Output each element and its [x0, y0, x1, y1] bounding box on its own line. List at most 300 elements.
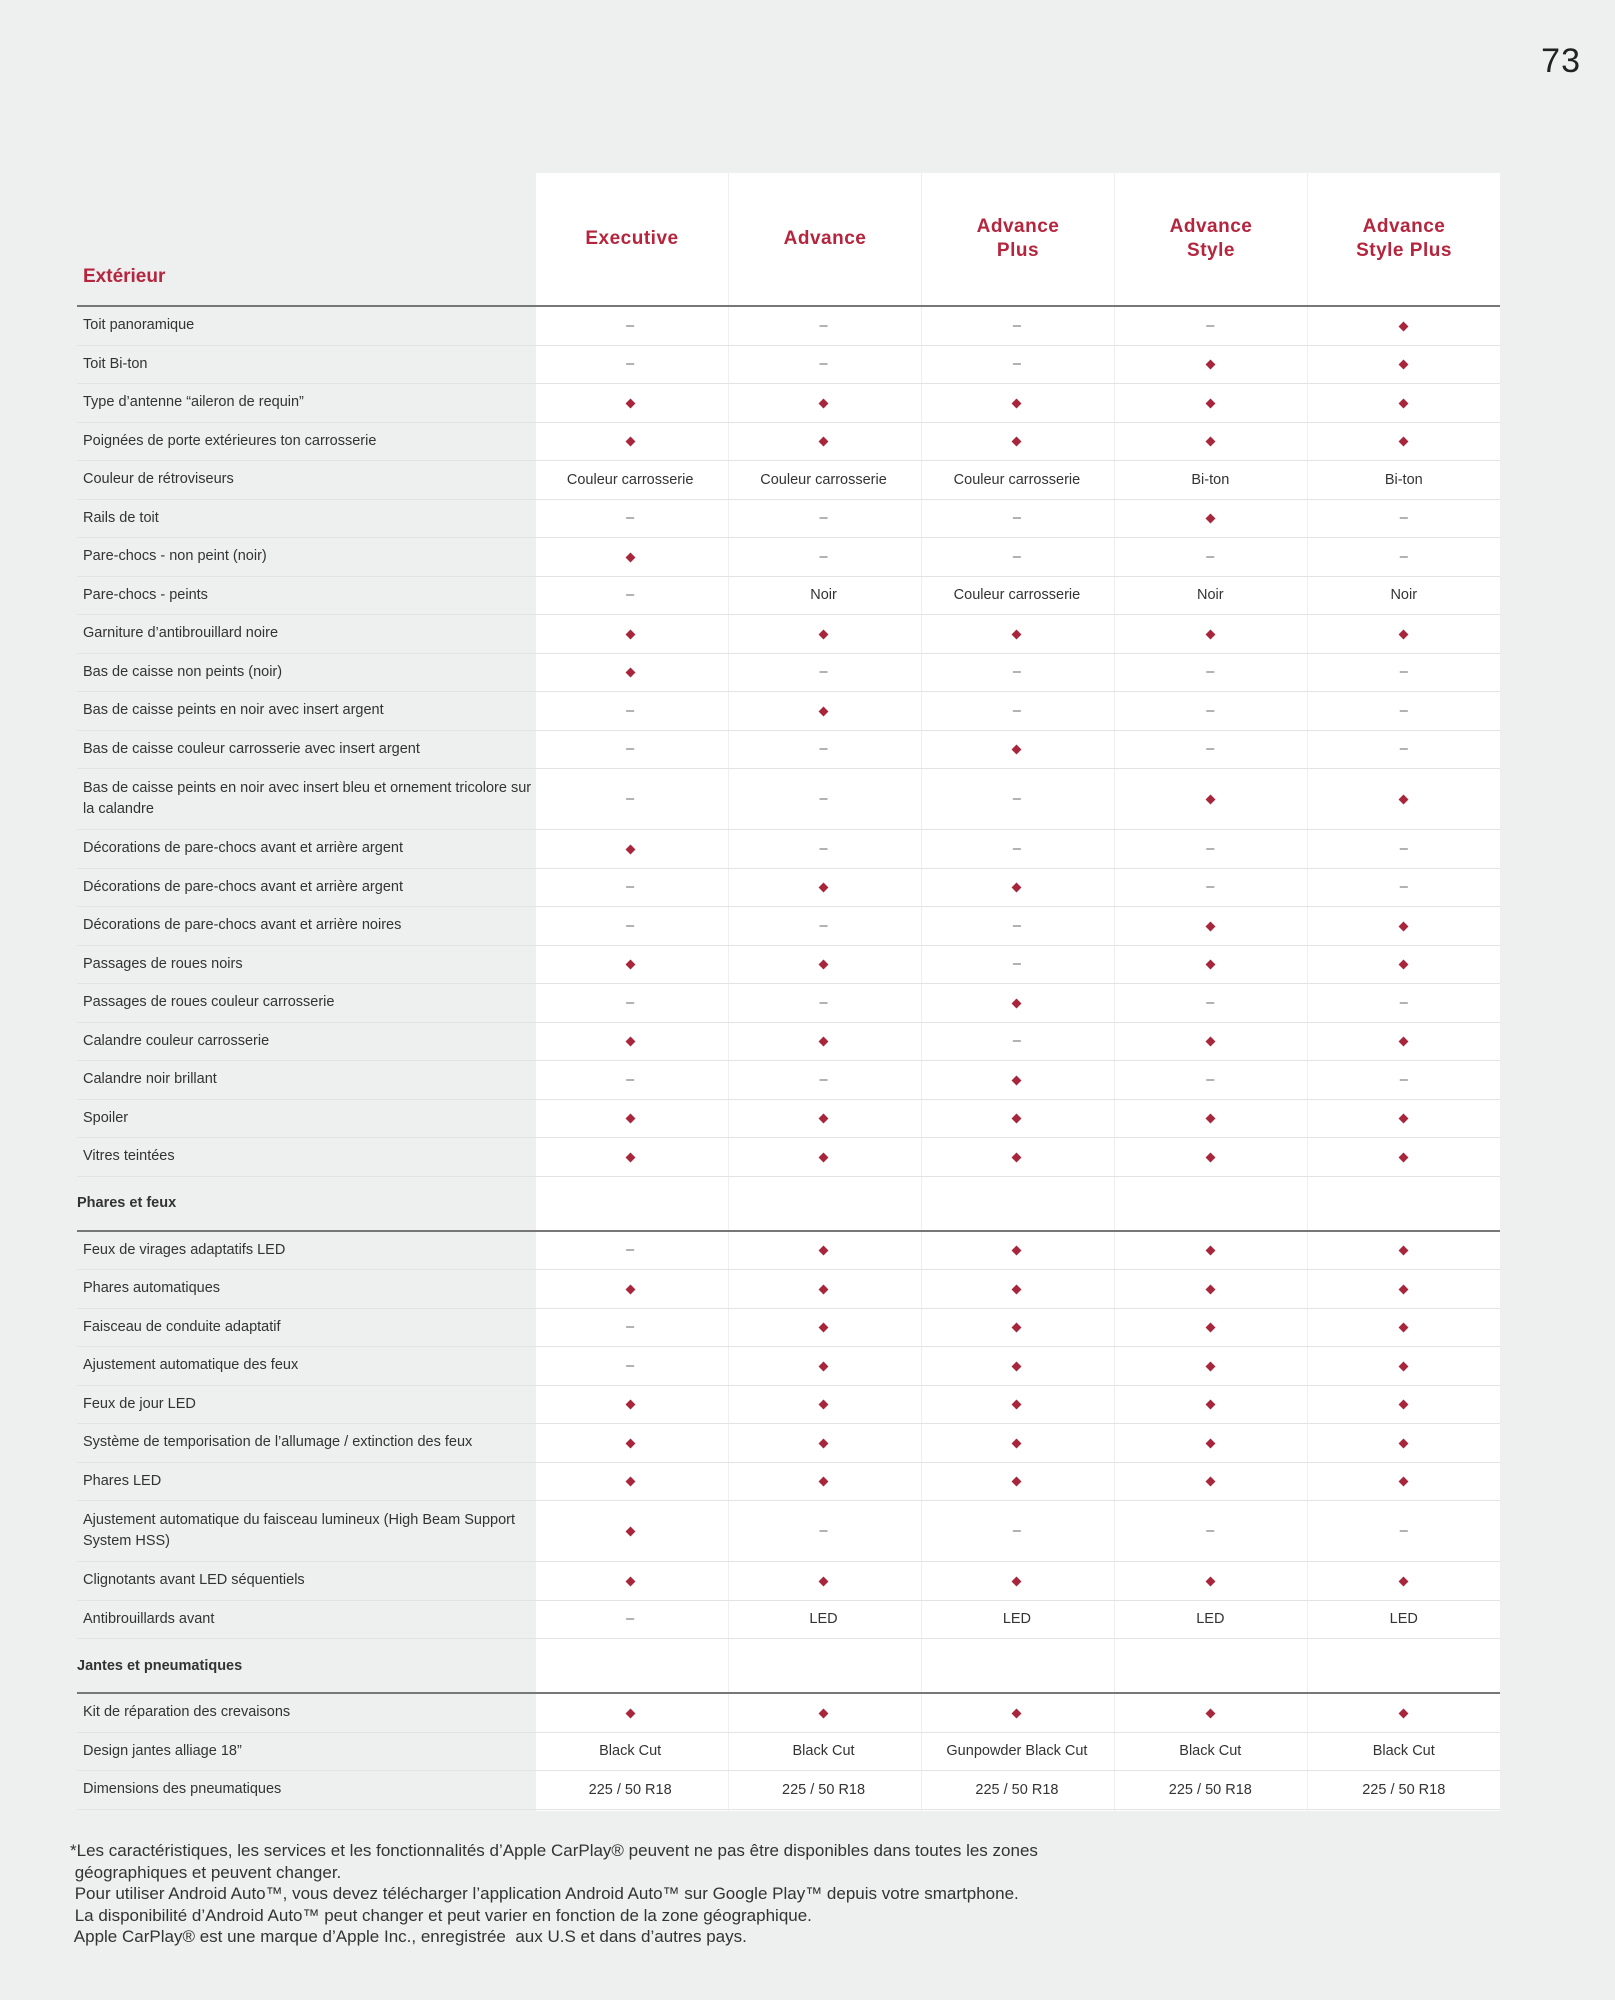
table-row [77, 461, 1500, 500]
table-cell [727, 907, 919, 946]
table-cell [921, 1385, 1113, 1424]
diamond-icon [1012, 1075, 1022, 1085]
diamond-icon [1012, 883, 1022, 893]
table-cell [727, 769, 919, 830]
table-cell [1308, 1424, 1500, 1463]
diamond-icon [1399, 1361, 1409, 1371]
dash-mark: – [819, 741, 828, 758]
column-header [729, 173, 921, 305]
table-cell [534, 1022, 726, 1061]
table-cell [921, 345, 1113, 384]
table-cell: Couleur carrosserie [534, 461, 726, 500]
table-cell [1308, 984, 1500, 1023]
table-cell [534, 345, 726, 384]
table-cell [1308, 422, 1500, 461]
table-cell [921, 1061, 1113, 1100]
table-cell [921, 422, 1113, 461]
diamond-icon [1205, 960, 1215, 970]
table-cell [1114, 945, 1306, 984]
diamond-icon [1012, 1576, 1022, 1586]
table-cell [1114, 1099, 1306, 1138]
row-label: Pare-chocs - peints [77, 576, 533, 615]
table-cell [727, 984, 919, 1023]
table-row [77, 1270, 1500, 1309]
table-cell [921, 1562, 1113, 1601]
row-label: Phares automatiques [77, 1270, 533, 1309]
dash-mark: – [1012, 1523, 1021, 1539]
table-cell [727, 1347, 919, 1386]
row-label: Spoiler [77, 1099, 533, 1138]
table-cell [1308, 1061, 1500, 1100]
table-row [77, 307, 1500, 345]
table-cell [727, 1308, 919, 1347]
dash-mark: – [1206, 840, 1215, 857]
table-cell [534, 576, 726, 615]
dash-mark: – [1399, 510, 1408, 527]
diamond-icon [1399, 1477, 1409, 1487]
diamond-icon [1205, 921, 1215, 931]
diamond-icon [819, 1246, 829, 1256]
spec-table [77, 305, 1500, 1810]
table-cell [727, 1385, 919, 1424]
dash-mark: – [819, 317, 828, 334]
diamond-icon [819, 629, 829, 639]
row-label: Feux de jour LED [77, 1385, 533, 1424]
dash-mark: – [1012, 1033, 1021, 1050]
table-cell [1114, 1347, 1306, 1386]
table-cell [921, 1022, 1113, 1061]
table-row [77, 1138, 1500, 1177]
diamond-icon [625, 1477, 635, 1487]
table-cell [1114, 1308, 1306, 1347]
diamond-icon [819, 398, 829, 408]
table-cell [921, 1424, 1113, 1463]
table-cell [921, 1231, 1113, 1270]
table-cell [727, 1562, 919, 1601]
table-cell [921, 384, 1113, 423]
table-cell [727, 384, 919, 423]
dash-mark: – [626, 879, 635, 896]
diamond-icon [1399, 1708, 1409, 1718]
dash-mark: – [1012, 510, 1021, 527]
dash-mark: – [626, 356, 635, 373]
column-header-line: Style [1187, 240, 1235, 261]
diamond-icon [1399, 398, 1409, 408]
table-row [77, 1308, 1500, 1347]
table-cell: Noir [1114, 576, 1306, 615]
dash-mark: – [1399, 741, 1408, 758]
table-cell [534, 499, 726, 538]
table-cell [534, 1270, 726, 1309]
table-cell [534, 1061, 726, 1100]
diamond-icon [819, 1361, 829, 1371]
table-cell [921, 1693, 1113, 1732]
table-cell [921, 1099, 1113, 1138]
table-cell [727, 1022, 919, 1061]
table-row [77, 984, 1500, 1023]
column-header-line: Executive [585, 228, 679, 249]
diamond-icon [625, 552, 635, 562]
diamond-icon [1399, 1037, 1409, 1047]
table-cell [534, 1385, 726, 1424]
column-header-line: Style Plus [1356, 240, 1452, 261]
diamond-icon [819, 1037, 829, 1047]
row-label: Vitres teintées [77, 1138, 533, 1177]
diamond-icon [1399, 321, 1409, 331]
table-row [77, 384, 1500, 423]
dash-mark: – [1012, 956, 1021, 973]
table-cell [534, 1462, 726, 1501]
table-cell [1308, 692, 1500, 731]
table-cell [1114, 653, 1306, 692]
table-cell [1114, 1562, 1306, 1601]
table-cell [1114, 1231, 1306, 1270]
dash-mark: – [1012, 317, 1021, 334]
row-label: Système de temporisation de l’allumage / extinction des feux [77, 1424, 533, 1463]
table-row [77, 499, 1500, 538]
table-row [77, 1424, 1500, 1463]
diamond-icon [1399, 960, 1409, 970]
table-cell [1114, 1501, 1306, 1562]
diamond-icon [625, 437, 635, 447]
diamond-icon [625, 1152, 635, 1162]
dash-mark: – [626, 317, 635, 334]
row-label: Ajustement automatique du faisceau lumineux (High Beam Support System HSS) [77, 1501, 533, 1562]
table-cell [921, 1462, 1113, 1501]
footnote-line: La disponibilité d’Android Auto™ peut changer et peut varier en fonction de la zone géographique. [70, 1905, 812, 1925]
table-cell [1114, 345, 1306, 384]
diamond-icon [1012, 629, 1022, 639]
dash-mark: – [626, 1319, 635, 1336]
diamond-icon [1012, 745, 1022, 755]
dash-mark: – [626, 587, 635, 604]
section-title: Phares et feux [77, 1176, 533, 1231]
dash-mark: – [819, 917, 828, 934]
diamond-icon [1012, 998, 1022, 1008]
table-cell [534, 730, 726, 769]
dash-mark: – [1206, 317, 1215, 334]
table-cell: Bi-ton [1114, 461, 1306, 500]
diamond-icon [819, 883, 829, 893]
table-cell [1308, 1385, 1500, 1424]
row-label: Passages de roues couleur carrosserie [77, 984, 533, 1023]
table-cell [727, 538, 919, 577]
table-cell [921, 653, 1113, 692]
table-row [77, 1462, 1500, 1501]
table-cell [727, 422, 919, 461]
row-label: Ajustement automatique des feux [77, 1347, 533, 1386]
diamond-icon [1012, 1400, 1022, 1410]
table-cell: Couleur carrosserie [921, 461, 1113, 500]
diamond-icon [819, 1438, 829, 1448]
table-cell [534, 830, 726, 869]
section-header [77, 1176, 1500, 1231]
table-cell: LED [1308, 1600, 1500, 1639]
table-cell [727, 1138, 919, 1177]
column-header-line: Advance [1169, 216, 1253, 237]
dash-mark: – [1399, 1523, 1408, 1539]
diamond-icon [1012, 1477, 1022, 1487]
table-cell [534, 1501, 726, 1562]
dash-mark: – [1012, 356, 1021, 373]
diamond-icon [1012, 1438, 1022, 1448]
row-label: Type d’antenne “aileron de requin” [77, 384, 533, 423]
table-cell [1308, 345, 1500, 384]
table-row [77, 1501, 1500, 1562]
dash-mark: – [1012, 791, 1021, 807]
column-header [1115, 173, 1307, 305]
dash-mark: – [1206, 1071, 1215, 1088]
dash-mark: – [1206, 741, 1215, 758]
table-cell [534, 769, 726, 830]
table-cell [1308, 1501, 1500, 1562]
dash-mark: – [819, 664, 828, 681]
row-label: Poignées de porte extérieures ton carrosserie [77, 422, 533, 461]
row-label: Bas de caisse peints en noir avec insert bleu et ornement tricolore sur la calandre [77, 769, 533, 830]
table-cell [1308, 769, 1500, 830]
table-cell [1308, 538, 1500, 577]
table-cell [921, 538, 1113, 577]
dash-mark: – [819, 791, 828, 807]
row-label: Décorations de pare-chocs avant et arrière argent [77, 868, 533, 907]
diamond-icon [1012, 1361, 1022, 1371]
dash-mark: – [1206, 702, 1215, 719]
table-cell [1308, 868, 1500, 907]
dash-mark: – [1399, 548, 1408, 565]
table-cell [727, 1462, 919, 1501]
dash-mark: – [819, 840, 828, 857]
row-label: Décorations de pare-chocs avant et arrière argent [77, 830, 533, 869]
table-cell: Black Cut [727, 1732, 919, 1771]
table-row [77, 945, 1500, 984]
table-cell: Black Cut [534, 1732, 726, 1771]
table-cell: 225 / 50 R18 [727, 1771, 919, 1810]
dash-mark: – [1399, 1071, 1408, 1088]
table-cell [534, 538, 726, 577]
diamond-icon [1399, 360, 1409, 370]
table-cell [921, 1270, 1113, 1309]
table-cell [727, 345, 919, 384]
diamond-icon [819, 1400, 829, 1410]
table-cell [534, 653, 726, 692]
table-cell [534, 384, 726, 423]
row-label: Clignotants avant LED séquentiels [77, 1562, 533, 1601]
table-row [77, 830, 1500, 869]
table-cell: LED [921, 1600, 1113, 1639]
row-label: Kit de réparation des crevaisons [77, 1693, 533, 1732]
table-cell [1308, 830, 1500, 869]
diamond-icon [1012, 1152, 1022, 1162]
dash-mark: – [626, 1071, 635, 1088]
diamond-icon [1399, 795, 1409, 805]
table-cell [1114, 307, 1306, 345]
dash-mark: – [819, 548, 828, 565]
row-label: Faisceau de conduite adaptatif [77, 1308, 533, 1347]
diamond-icon [1205, 514, 1215, 524]
table-cell [1114, 499, 1306, 538]
table-row [77, 1061, 1500, 1100]
table-cell: Noir [1308, 576, 1500, 615]
table-cell [727, 1270, 919, 1309]
table-cell [1308, 1099, 1500, 1138]
dash-mark: – [1012, 702, 1021, 719]
table-cell [921, 730, 1113, 769]
diamond-icon [819, 1152, 829, 1162]
page-number: 73 [1541, 42, 1581, 80]
table-cell [1308, 1347, 1500, 1386]
table-cell [1308, 1138, 1500, 1177]
footnote-line: Pour utiliser Android Auto™, vous devez télécharger l’application Android Auto™ sur Google Play™ depuis votre smartphone. [70, 1884, 1019, 1903]
dash-mark: – [1012, 917, 1021, 934]
table-cell [1308, 1462, 1500, 1501]
diamond-icon [1205, 1037, 1215, 1047]
dash-mark: – [1399, 702, 1408, 719]
column-header-line: Advance [1362, 216, 1446, 237]
diamond-icon [1205, 1576, 1215, 1586]
table-cell [1114, 1270, 1306, 1309]
table-cell [921, 1308, 1113, 1347]
row-label: Pare-chocs - non peint (noir) [77, 538, 533, 577]
dash-mark: – [1399, 879, 1408, 896]
table-row [77, 1099, 1500, 1138]
footnotes [70, 1840, 1170, 1948]
diamond-icon [1399, 629, 1409, 639]
table-cell: Gunpowder Black Cut [921, 1732, 1113, 1771]
table-cell [1114, 1462, 1306, 1501]
diamond-icon [625, 398, 635, 408]
table-cell: Noir [727, 576, 919, 615]
diamond-icon [625, 1284, 635, 1294]
table-cell [534, 615, 726, 654]
diamond-icon [1399, 437, 1409, 447]
table-cell [534, 1099, 726, 1138]
section-title-exterieur: Extérieur [83, 266, 166, 287]
dash-mark: – [1206, 548, 1215, 565]
table-cell [727, 499, 919, 538]
diamond-icon [1205, 1152, 1215, 1162]
table-row [77, 1732, 1500, 1771]
diamond-icon [1205, 629, 1215, 639]
table-cell [1114, 1022, 1306, 1061]
table-row [77, 1231, 1500, 1270]
dash-mark: – [1399, 840, 1408, 857]
diamond-icon [819, 1708, 829, 1718]
row-label: Bas de caisse couleur carrosserie avec insert argent [77, 730, 533, 769]
diamond-icon [1012, 1284, 1022, 1294]
table-cell [921, 307, 1113, 345]
diamond-icon [819, 960, 829, 970]
dash-mark: – [1012, 548, 1021, 565]
diamond-icon [1399, 1400, 1409, 1410]
dash-mark: – [819, 356, 828, 373]
table-cell [727, 653, 919, 692]
table-cell [727, 1061, 919, 1100]
row-label: Toit panoramique [77, 307, 533, 345]
table-cell [921, 1347, 1113, 1386]
table-cell [1114, 538, 1306, 577]
table-cell: 225 / 50 R18 [921, 1771, 1113, 1810]
column-header [536, 173, 728, 305]
table-cell: 225 / 50 R18 [1114, 1771, 1306, 1810]
row-label: Passages de roues noirs [77, 945, 533, 984]
dash-mark: – [819, 510, 828, 527]
table-cell [534, 1231, 726, 1270]
table-cell [727, 868, 919, 907]
table-cell [1308, 1270, 1500, 1309]
table-cell: Couleur carrosserie [921, 576, 1113, 615]
table-cell [1308, 1562, 1500, 1601]
section-header [77, 1639, 1500, 1694]
diamond-icon [1205, 398, 1215, 408]
diamond-icon [1205, 1323, 1215, 1333]
table-row [77, 422, 1500, 461]
table-cell: Black Cut [1114, 1732, 1306, 1771]
table-cell [1114, 422, 1306, 461]
table-cell [921, 1138, 1113, 1177]
table-cell [1114, 1138, 1306, 1177]
dash-mark: – [819, 994, 828, 1011]
diamond-icon [1205, 1708, 1215, 1718]
diamond-icon [1399, 1438, 1409, 1448]
row-label: Feux de virages adaptatifs LED [77, 1231, 533, 1270]
diamond-icon [1205, 795, 1215, 805]
table-cell [1308, 1693, 1500, 1732]
table-cell [1308, 907, 1500, 946]
table-cell [921, 907, 1113, 946]
diamond-icon [1399, 1114, 1409, 1124]
table-cell [921, 945, 1113, 984]
table-cell [727, 830, 919, 869]
diamond-icon [625, 1037, 635, 1047]
table-cell [1308, 730, 1500, 769]
footnote-line: géographiques et peuvent changer. [70, 1862, 342, 1882]
diamond-icon [625, 844, 635, 854]
diamond-icon [1012, 1246, 1022, 1256]
table-cell [727, 1693, 919, 1732]
section-title: Jantes et pneumatiques [77, 1639, 533, 1694]
dash-mark: – [1206, 664, 1215, 681]
table-cell [1308, 653, 1500, 692]
table-cell: 225 / 50 R18 [534, 1771, 726, 1810]
dash-mark: – [626, 1357, 635, 1374]
diamond-icon [1399, 1246, 1409, 1256]
table-cell [1308, 384, 1500, 423]
table-cell [727, 1424, 919, 1463]
table-cell: Bi-ton [1308, 461, 1500, 500]
diamond-icon [625, 1114, 635, 1124]
table-cell [534, 945, 726, 984]
table-cell [1114, 1693, 1306, 1732]
dash-mark: – [1206, 994, 1215, 1011]
row-label: Décorations de pare-chocs avant et arrière noires [77, 907, 533, 946]
table-row [77, 907, 1500, 946]
table-cell: LED [1114, 1600, 1306, 1639]
diamond-icon [1012, 1323, 1022, 1333]
table-cell [534, 1693, 726, 1732]
diamond-icon [1205, 1361, 1215, 1371]
row-label: Phares LED [77, 1462, 533, 1501]
table-cell [1308, 1231, 1500, 1270]
table-cell [727, 692, 919, 731]
column-header-line: Advance [783, 228, 867, 249]
table-cell: Black Cut [1308, 1732, 1500, 1771]
diamond-icon [819, 1323, 829, 1333]
diamond-icon [1012, 437, 1022, 447]
diamond-icon [1205, 1400, 1215, 1410]
table-cell [1114, 384, 1306, 423]
table-cell [727, 1231, 919, 1270]
table-cell [534, 422, 726, 461]
